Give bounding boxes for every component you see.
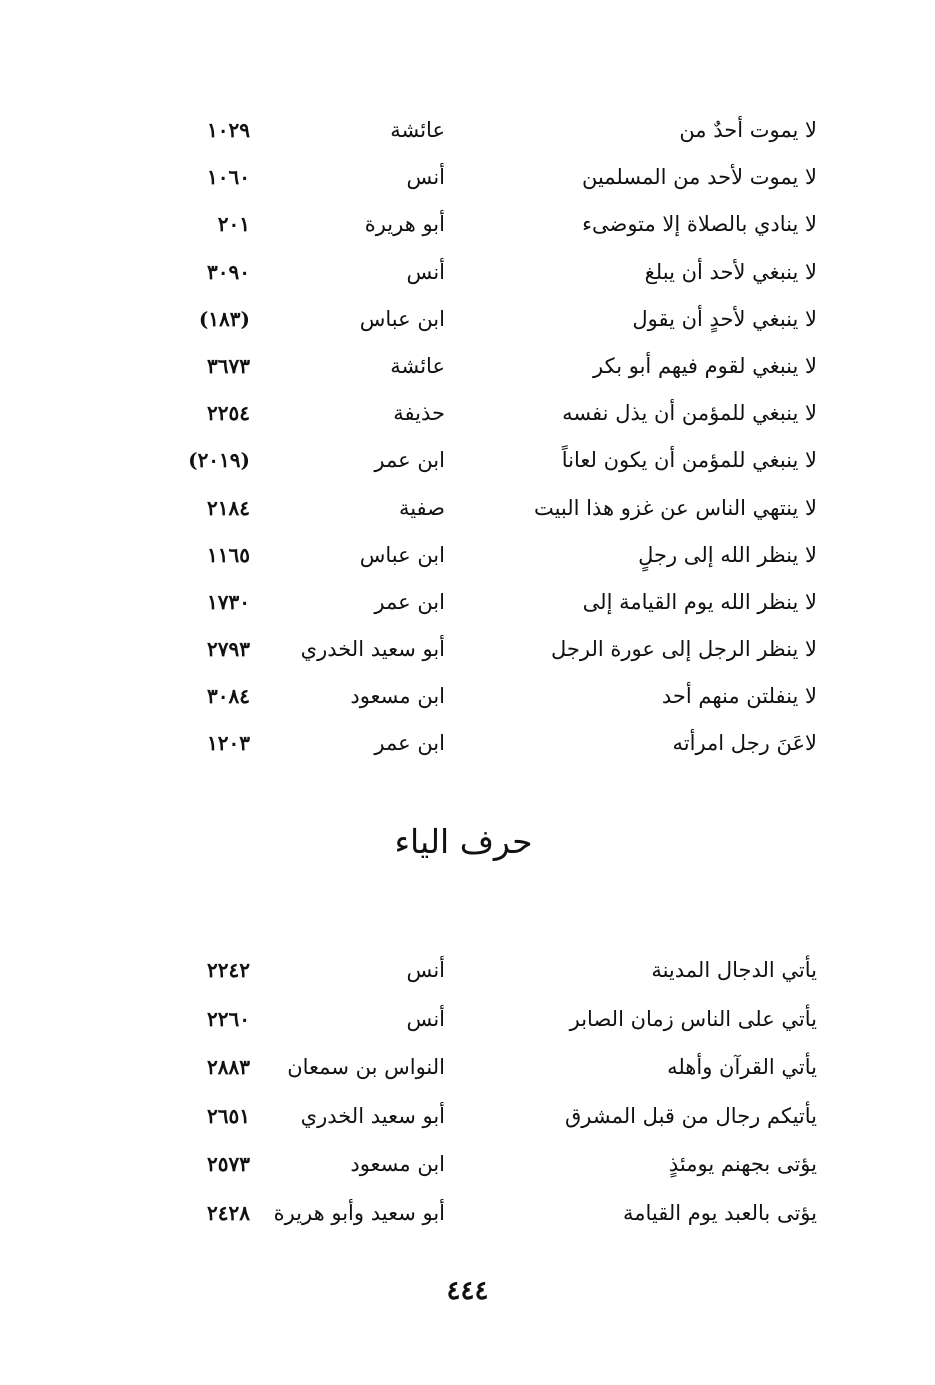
narrator-name: عائشة: [390, 118, 445, 142]
hadith-phrase: يأتي على الناس زمان الصابر: [569, 1006, 817, 1031]
index-entry: [0, 673, 935, 720]
narrator-name: أنس: [406, 1006, 445, 1031]
hadith-phrase: لا ينادي بالصلاة إلا متوضىء: [582, 212, 817, 237]
reference-number: ٢١٨٤: [207, 495, 250, 520]
narrator-name: ابن عباس: [359, 306, 445, 331]
hadith-phrase: يؤتى بجهنم يومئذٍ: [668, 1152, 817, 1177]
reference-number: ١٢٠٣: [207, 731, 250, 756]
reference-number: ٢٧٩٣: [207, 637, 250, 662]
hadith-phrase: لا ينظر الله يوم القيامة إلى: [582, 589, 817, 614]
index-entry: [0, 579, 935, 626]
hadith-phrase: لا ينبغي لأحدٍ أن يقول: [632, 306, 817, 331]
index-entry: [0, 1093, 935, 1142]
narrator-name: ابن عمر: [374, 448, 445, 473]
index-entry: [0, 343, 935, 390]
reference-number: ٢٢٦٠: [207, 1006, 250, 1031]
hadith-phrase: لا ينتهي الناس عن غزو هذا البيت: [533, 495, 817, 520]
reference-number: ٢٠١: [217, 212, 250, 237]
narrator-name: ابن مسعود: [350, 1152, 445, 1177]
hadith-phrase: لا ينظر الله إلى رجلٍ: [638, 542, 817, 567]
reference-number: ٢٤٢٨: [207, 1200, 250, 1225]
narrator-name: ابن مسعود: [350, 684, 445, 709]
narrator-name: ابن عمر: [374, 589, 445, 614]
reference-number: ٢٨٨٣: [207, 1055, 250, 1080]
hadith-phrase: يأتي الدجال المدينة: [651, 958, 817, 982]
index-entry: [0, 437, 935, 484]
narrator-name: عائشة: [390, 353, 445, 378]
index-entry: [0, 996, 935, 1045]
index-entry: [0, 947, 935, 996]
reference-number: ٢٥٧٣: [207, 1152, 250, 1177]
narrator-name: أبو سعيد الخدري: [300, 1103, 445, 1128]
hadith-phrase: يؤتى بالعبد يوم القيامة: [623, 1200, 817, 1225]
reference-number: ١٠٢٩: [207, 118, 250, 142]
reference-number: ٣٠٩٠: [207, 259, 250, 284]
narrator-name: أنس: [406, 259, 445, 284]
index-entry: [0, 626, 935, 673]
index-entry: [0, 201, 935, 248]
hadith-phrase: لا يموت أحدٌ من: [679, 118, 817, 142]
narrator-name: أبو هريرة: [364, 212, 445, 237]
hadith-phrase: لا ينفلتن منهم أحد: [661, 684, 817, 709]
hadith-phrase: لا ينبغي للمؤمن أن يكون لعاناً: [561, 448, 817, 473]
hadith-phrase: لا ينبغي لأحد أن يبلغ: [644, 259, 817, 284]
reference-number: (١٨٣): [198, 306, 250, 331]
reference-number: ١٧٣٠: [207, 589, 250, 614]
index-entry: [0, 720, 935, 767]
reference-number: ٢٢٥٤: [207, 401, 250, 426]
index-entry: [0, 249, 935, 296]
reference-number: ١١٦٥: [207, 542, 250, 567]
hadith-phrase: لا ينبغي للمؤمن أن يذل نفسه: [562, 401, 817, 426]
narrator-name: حذيفة: [393, 401, 445, 426]
index-list-la: [0, 107, 935, 768]
narrator-name: ابن عمر: [374, 731, 445, 756]
index-entry: [0, 1190, 935, 1239]
hadith-phrase: لا ينبغي لقوم فيهم أبو بكر: [593, 353, 817, 378]
index-entry: [0, 532, 935, 579]
narrator-name: أبو سعيد وأبو هريرة: [273, 1200, 445, 1225]
narrator-name: أبو سعيد الخدري: [300, 637, 445, 662]
narrator-name: أنس: [406, 958, 445, 982]
index-entry: [0, 1044, 935, 1093]
index-entry: [0, 296, 935, 343]
hadith-phrase: لا ينظر الرجل إلى عورة الرجل: [550, 637, 817, 662]
narrator-name: صفية: [398, 495, 445, 520]
reference-number: ٣٠٨٤: [207, 684, 250, 709]
section-heading: حرف الياء: [394, 822, 533, 861]
index-entry: [0, 1141, 935, 1190]
narrator-name: ابن عباس: [359, 542, 445, 567]
index-entry: [0, 485, 935, 532]
hadith-phrase: لا يموت لأحد من المسلمين: [581, 165, 817, 190]
index-entry: [0, 107, 935, 154]
hadith-phrase: يأتيكم رجال من قبل المشرق: [565, 1103, 817, 1128]
index-entry: [0, 154, 935, 201]
index-list-ya: [0, 947, 935, 1239]
index-entry: [0, 390, 935, 437]
reference-number: ٣٦٧٣: [207, 353, 250, 378]
reference-number: ٢٦٥١: [207, 1103, 250, 1128]
hadith-phrase: يأتي القرآن وأهله: [667, 1055, 817, 1080]
reference-number: ١٠٦٠: [207, 165, 250, 190]
reference-number: (٢٠١٩): [188, 448, 250, 473]
narrator-name: أنس: [406, 165, 445, 190]
page-number: ٤٤٤: [446, 1276, 489, 1306]
narrator-name: النواس بن سمعان: [287, 1055, 445, 1080]
reference-number: ٢٢٤٢: [207, 958, 250, 982]
hadith-phrase: لاعَنَ رجل امرأته: [672, 731, 817, 756]
